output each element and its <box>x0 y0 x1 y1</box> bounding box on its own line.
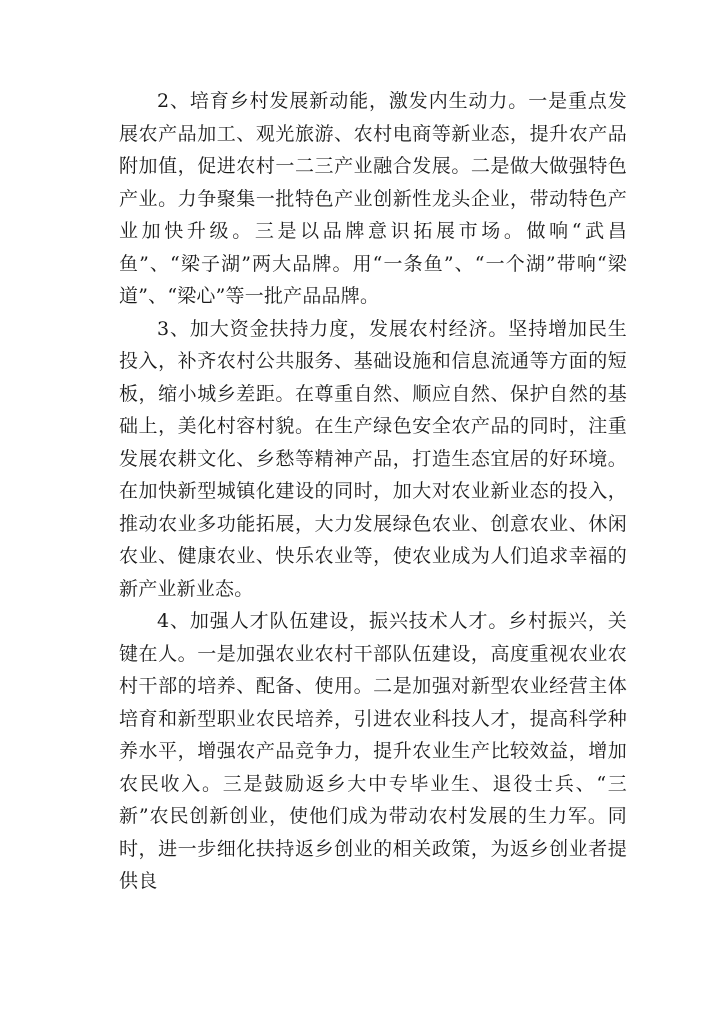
paragraph-talent-building: 4、加强人才队伍建设，振兴技术人才。乡村振兴，关键在人。一是加强农业农村干部队伍建设，高度重视农业农村干部的培养、配备、使用。二是加强对新型农业经营主体培育和新型职业农民培养，引进农业科技人才，提高科学种养水平，增强农产品竞争力，提升农业生产比较效益，增加农民收入。三是鼓励返乡大中专毕业生、退役士兵、“三新”农民创新创业，使他们成为带动农村发展的生力军。同时，进一步细化扶持返乡创业的相关政策，为返乡创业者提供良 <box>119 610 627 892</box>
paragraph-funding-support: 3、加大资金扶持力度，发展农村经济。坚持增加民生投入，补齐农村公共服务、基础设施和信息流通等方面的短板，缩小城乡差距。在尊重自然、顺应自然、保护自然的基础上，美化村容村貌。在生产绿色安全农产品的同时，注重发展农耕文化、乡愁等精神产品，打造生态宜居的好环境。在加快新型城镇化建设的同时，加大对农业新业态的投入，推动农业多功能拓展，大力发展绿色农业、创意农业、休闲农业、健康农业、快乐农业等，使农业成为人们追求幸福的新产业新业态。 <box>119 317 627 600</box>
paragraph-rural-momentum: 2、培育乡村发展新动能，激发内生动力。一是重点发展农产品加工、观光旅游、农村电商等新业态，提升农产品附加值，促进农村一二三产业融合发展。二是做大做强特色产业。力争聚集一批特色产业创新性龙头企业，带动特色产业加快升级。三是以品牌意识拓展市场。做响“武昌鱼”、“梁子湖”两大品牌。用“一条鱼”、“一个湖”带响“梁道”、“梁心”等一批产品品牌。 <box>119 90 627 307</box>
document-body <box>119 85 627 898</box>
